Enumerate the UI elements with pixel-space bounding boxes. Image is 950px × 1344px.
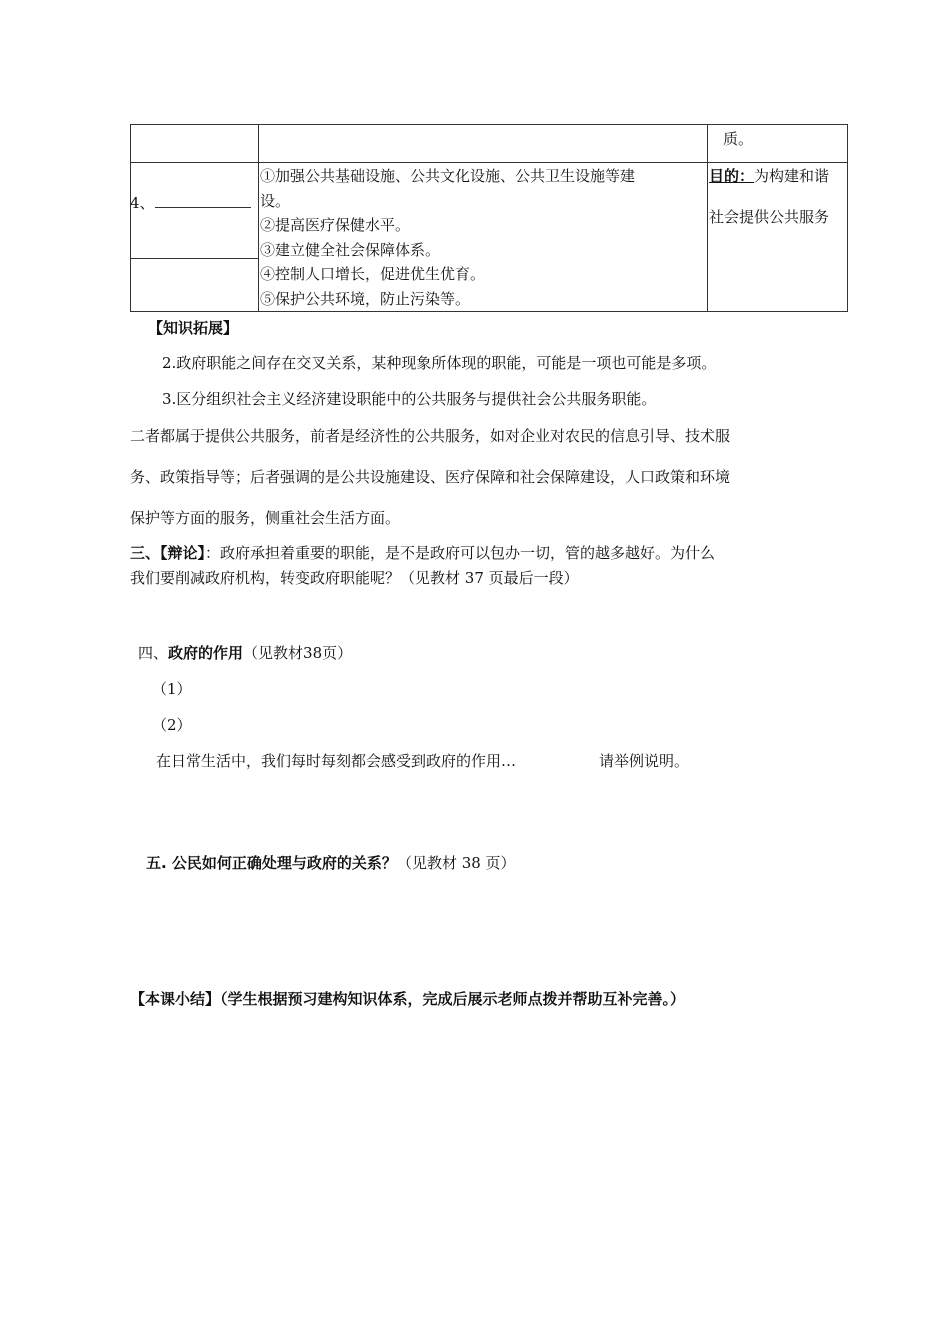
debate-text-1: ：政府承担着重要的职能，是不是政府可以包办一切，管的越多越好。为什么 xyxy=(205,544,716,562)
purpose-line-1 xyxy=(709,164,829,189)
list-item: 设。 xyxy=(260,191,291,210)
list-item: ⑤保护公共环境，防止污染等。 xyxy=(260,289,471,308)
summary-heading: 【本课小结】 xyxy=(130,990,221,1008)
section4-ref: （见教材38页） xyxy=(243,644,353,662)
section5-heading xyxy=(146,852,516,873)
knowledge-para-line: 保护等方面的服务，侧重社会生活方面。 xyxy=(130,509,401,527)
row1-col3-text: 质。 xyxy=(723,130,754,148)
table-col-divider-2 xyxy=(707,124,708,312)
table-col-divider-1 xyxy=(258,124,259,312)
table-top-border xyxy=(130,124,848,125)
section4-heading xyxy=(138,642,352,663)
debate-heading: 三、【辩论】 xyxy=(130,544,206,562)
list-item: ③建立健全社会保障体系。 xyxy=(260,240,441,259)
table-right-border xyxy=(847,124,848,312)
section4-number: 四、 xyxy=(138,644,169,662)
list-item: ④控制人口增长，促进优生优育。 xyxy=(260,265,486,283)
row2-number-label: 4、 xyxy=(130,194,155,212)
list-item: ①加强公共基础设施、公共文化设施、公共卫生设施等建 xyxy=(260,167,636,185)
debate-line-2: 我们要削减政府机构，转变政府职能呢？（见教材 37 页最后一段） xyxy=(130,569,579,587)
section5-ref: （见教材 38 页） xyxy=(396,854,516,872)
purpose-text-1: 为构建和谐 xyxy=(754,167,830,185)
debate-line-1 xyxy=(130,542,715,563)
knowledge-para-line: 二者都属于提供公共服务，前者是经济性的公共服务，如对企业对农民的信息引导、技术服 xyxy=(130,427,731,445)
purpose-line-2: 社会提供公共服务 xyxy=(709,208,830,226)
knowledge-item-3: 3.区分组织社会主义经济建设职能中的公共服务与提供社会公共服务职能。 xyxy=(162,390,657,408)
table-row-divider xyxy=(130,162,848,163)
fill-in-blank[interactable] xyxy=(155,193,251,208)
table-left-border xyxy=(130,124,131,312)
section5-title: 五. 公民如何正确处理与政府的关系？ xyxy=(146,854,397,872)
measures-list xyxy=(260,164,635,311)
answer-blank-line xyxy=(130,258,258,259)
row2-number xyxy=(130,191,251,216)
functions-table xyxy=(130,124,848,312)
knowledge-para-line: 务、政策指导等；后者强调的是公共设施建设、医疗保障和社会保障建设，人口政策和环境 xyxy=(130,468,731,486)
list-item: ②提高医疗保健水平。 xyxy=(260,216,411,234)
knowledge-item-2: 2.政府职能之间存在交叉关系，某种现象所体现的职能，可能是一项也可能是多项。 xyxy=(162,354,717,372)
table-bottom-border xyxy=(130,311,848,312)
section4-title: 政府的作用 xyxy=(168,644,244,662)
section4-item-2: （2） xyxy=(152,716,192,734)
knowledge-heading: 【知识拓展】 xyxy=(148,319,239,337)
summary-line xyxy=(130,988,685,1009)
section4-example-a: 在日常生活中，我们每时每刻都会感受到政府的作用… xyxy=(156,752,517,770)
summary-text: （学生根据预习建构知识体系，完成后展示老师点拨并帮助互补完善。） xyxy=(220,990,686,1008)
section4-item-1: （1） xyxy=(152,680,192,698)
section4-example-b: 请举例说明。 xyxy=(599,752,690,770)
purpose-label: 目的： xyxy=(709,167,755,185)
